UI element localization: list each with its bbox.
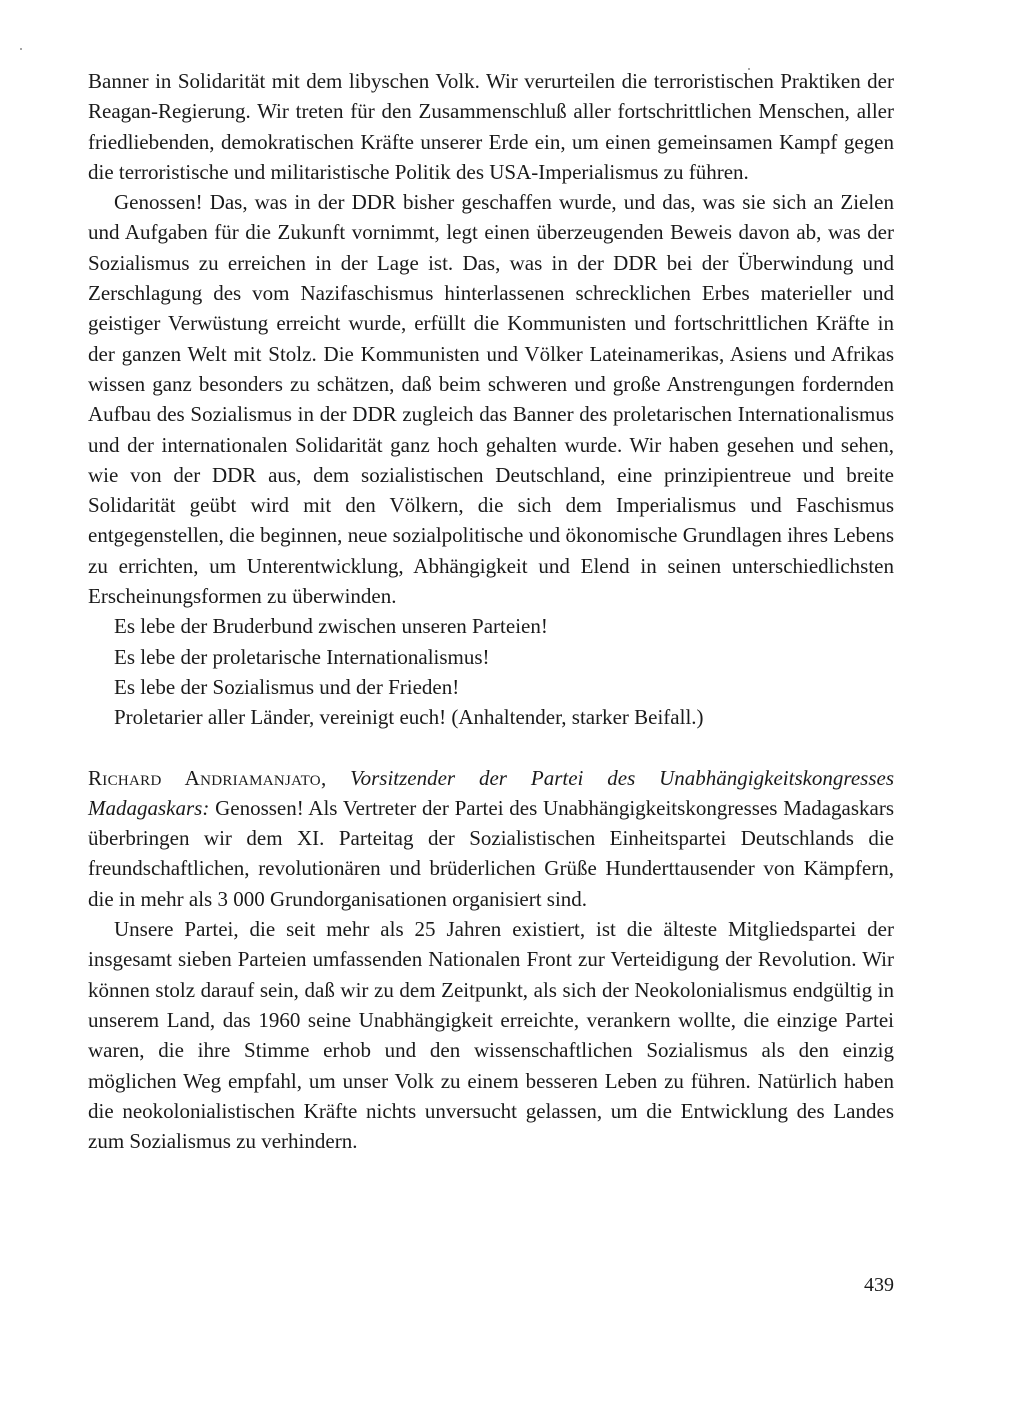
body-paragraph: Banner in Solidarität mit dem libyschen Volk. Wir verurteilen die terroristischen Praktiken der Reagan-Regierung. Wir treten für den Zusammenschluß aller fortschrittlichen Menschen, aller friedliebenden, demokratischen Kräfte unserer Erde ein, um einen gemeinsamen Kampf gegen die terroristische und militaristische Politik des USA-Imperialismus zu führen. (88, 69, 894, 184)
speaker-paragraph: Richard Andriamanjato, Vorsitzender der Partei des Unabhängigkeitskongresses Madagaskars: Genossen! Als Vertreter der Partei des Unabhängigkeitskongresses Madagaskars überbringen wir dem XI. Parteitag der Sozialistischen Einheitspartei Deutschlands die freundschaftlichen, revolutionären und brüderlichen Grüße Hunderttausender von Kämpfern, die in mehr als 3 000 Grundorganisationen organisiert sind. (88, 765, 894, 911)
speaker-opening: Genossen! Als Vertreter der Partei des Unabhängigkeitskongresses Madagaskars überbringen wir dem XI. Parteitag der Sozialistischen Einheitspartei Deutschlands die freundschaftlichen, revolutionären und brüderlichen Grüße Hunderttausender von Kämpfern, die in mehr als 3 000 Grundorganisationen organisiert sind. (88, 795, 894, 911)
body-paragraph: Unsere Partei, die seit mehr als 25 Jahren existiert, ist die älteste Mitgliedspartei der insgesamt sieben Parteien umfassenden Nationalen Front zur Verteidigung der Revolution. Wir können stolz darauf sein, daß wir zu dem Zeitpunkt, als sich der Neokolonialismus endgültig in unserem Land, das 1960 seine Unabhängigkeit erreichte, verankern wollte, die einzige Partei waren, die ihre Stimme erhob und den wissenschaftlichen Sozialismus als den einzig möglichen Weg empfahl, um unser Volk zu einem besseren Leben zu führen. Natürlich haben die neokolonialistischen Kräfte nichts unversucht gelassen, um die Entwicklung des Landes zum Sozialismus zu verhindern. (88, 917, 894, 1154)
body-paragraph: Genossen! Das, was in der DDR bisher geschaffen wurde, und das, was sie sich an Zielen und Aufgaben für die Zukunft vornimmt, legt einen überzeugenden Beweis davon ab, was der Sozialismus zu erreichen in der Lage ist. Das, was in der DDR bei der Überwindung und Zerschlagung des vom Nazifaschismus hinterlassenen schrecklichen Erbes materieller und geistiger Verwüstung erreicht wurde, erfüllt die Kommunisten und fortschrittlichen Kräfte in der ganzen Welt mit Stolz. Die Kommunisten und Völker Lateinamerikas, Asiens und Afrikas wissen ganz besonders zu schätzen, daß beim schweren und große Anstrengungen fordernden Aufbau des Sozialismus in der DDR zugleich das Banner des proletarischen Internationalismus und der internationalen Solidarität ganz hoch gehalten wurde. Wir haben gesehen und sehen, wie von der DDR aus, dem sozialistischen Deutschland, eine prinzipientreue und breite Solidarität geübt wird mit den Völkern, die sich dem Imperialismus und Faschismus entgegenstellen, die beginnen, neue sozialpolitische und ökonomische Grundlagen ihres Lebens zu errichten, um Unterentwicklung, Abhängigkeit und Elend in seinen unterschiedlichsten Erscheinungsformen zu überwinden. (88, 190, 894, 609)
slogan-line: Es lebe der Bruderbund zwischen unseren Parteien! (114, 614, 548, 639)
document-page (88, 66, 894, 1156)
slogan-line: Proletarier aller Länder, vereinigt euch! (Anhaltender, starker Beifall.) (114, 705, 704, 730)
slogan-line: Es lebe der proletarische Internationalismus! (114, 644, 490, 669)
slogan-line: Es lebe der Sozialismus und der Frieden! (114, 674, 460, 699)
speaker-role: Vorsitzender der Partei des Unabhängigkeitskongresses Madagaskars: (88, 765, 894, 820)
scan-speck (20, 48, 22, 50)
page-number: 439 (864, 1274, 894, 1296)
speaker-name: Richard Andriamanjato (88, 765, 321, 790)
